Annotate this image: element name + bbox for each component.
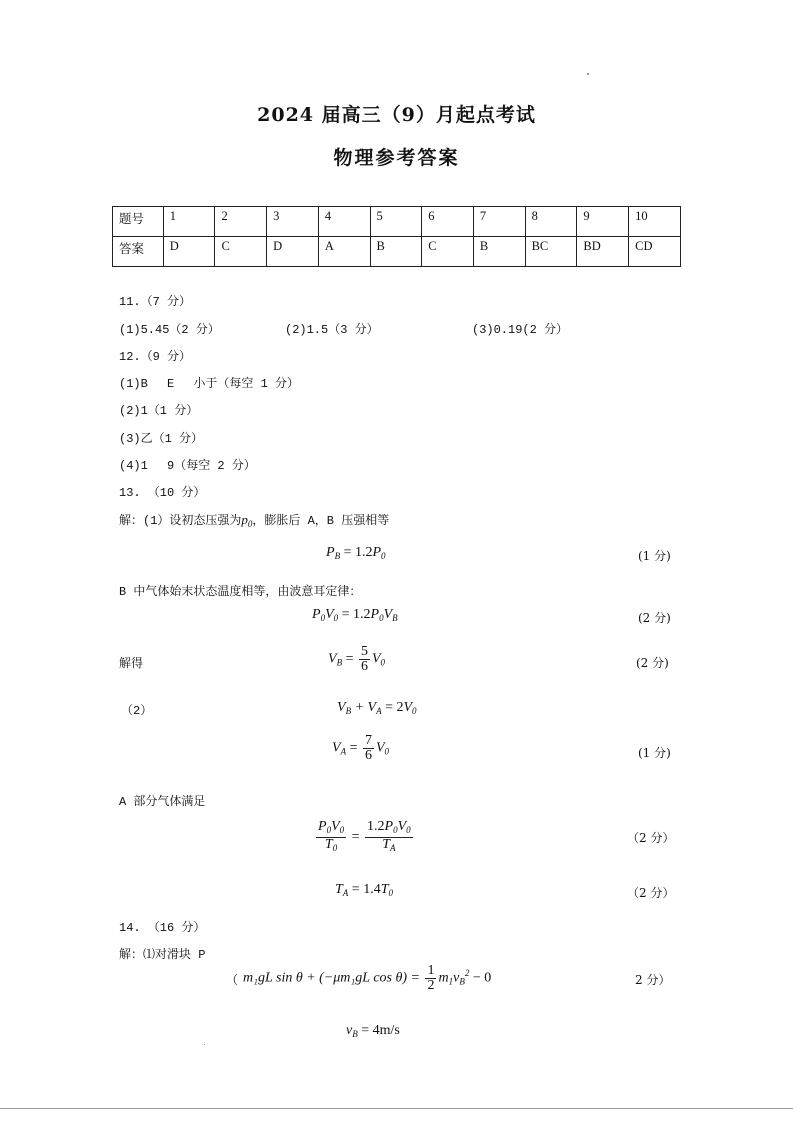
table-cell: 5: [370, 207, 422, 237]
q12-line1: (1)B E 小于（每空 1 分）: [119, 377, 300, 391]
q12-line3: (3)乙（1 分）: [119, 432, 204, 446]
equation-va: $V_A$ = $\frac{7}{6}$ $V_0$: [332, 733, 390, 763]
q13-part2-label: （2）: [121, 704, 153, 718]
table-cell: D: [163, 237, 215, 267]
points-label: (2 分): [638, 611, 671, 625]
table-cell: 10: [629, 207, 681, 237]
q11-part2: (2)1.5（3 分）: [285, 323, 379, 337]
q13-header: 13. （10 分）: [119, 486, 206, 500]
table-row-answers: [113, 237, 681, 267]
q14-header: 14. （16 分）: [119, 921, 206, 935]
q13-intro-a: 解：(1）设初态压强为: [119, 514, 242, 528]
q13-intro-b: ，膨胀后 A，B 压强相等: [252, 514, 390, 528]
table-cell: C: [215, 237, 267, 267]
p0-symbol: $p_0$: [241, 512, 253, 529]
equation-ta: $T_A = 1.4T_0$: [335, 882, 393, 898]
table-header-cell: 题号: [113, 207, 164, 237]
table-cell: 6: [422, 207, 474, 237]
points-label: (1 分): [638, 746, 671, 760]
q11-part1: (1)5.45（2 分）: [119, 323, 220, 337]
q12-header: 12.（9 分）: [119, 350, 192, 364]
equation-vb-speed: $v_B = 4m/s$: [346, 1023, 400, 1039]
table-cell: BC: [525, 237, 577, 267]
table-cell: C: [422, 237, 474, 267]
table-row-numbers: [113, 207, 681, 237]
table-cell: 7: [473, 207, 525, 237]
q12-line2: (2)1（1 分）: [119, 404, 199, 418]
points-label: (1 分): [638, 549, 671, 563]
document-title: 2024 届高三（9）月起点考试: [257, 104, 536, 126]
q11-part3: (3)0.19(2 分）: [472, 323, 569, 337]
table-cell: 9: [577, 207, 629, 237]
table-cell: 1: [163, 207, 215, 237]
table-header-cell: 答案: [113, 237, 164, 267]
q13-text-b: B 中气体始末状态温度相等，由波意耳定律：: [119, 585, 362, 599]
scan-speck: [587, 73, 589, 75]
table-cell: 4: [318, 207, 370, 237]
q14-intro: 解：⑴对滑块 P: [119, 948, 206, 962]
equation-gas-law: $\frac{P_0V_0}{T_0}$ = $\frac{1.2P_0V_0}{T_A}$: [318, 819, 411, 853]
equation-pb: $P_B = 1.2P_0$: [326, 545, 386, 561]
equation-vb: $V_B$ = $\frac{5}{6}$ $V_0$: [328, 644, 386, 674]
page-bottom-border: [0, 1108, 793, 1109]
points-label: 2 分）: [635, 973, 671, 987]
table-cell: 3: [267, 207, 319, 237]
table-cell: 8: [525, 207, 577, 237]
document-subtitle: 物理参考答案: [333, 147, 460, 169]
scan-speck: [204, 1044, 205, 1045]
answer-table: [112, 206, 681, 267]
table-cell: D: [267, 237, 319, 267]
table-cell: B: [473, 237, 525, 267]
q13-jiede: 解得: [119, 657, 144, 671]
points-label: （2 分）: [627, 831, 675, 845]
table-cell: 2: [215, 207, 267, 237]
paren-open: （: [226, 973, 239, 987]
q13-text-a: A 部分气体满足: [119, 795, 206, 809]
q13-intro: [119, 511, 389, 529]
q11-header: 11.（7 分）: [119, 295, 192, 309]
q12-line4: (4)1 9（每空 2 分）: [119, 459, 256, 473]
equation-boyle: $P_0V_0 = 1.2P_0V_B$: [312, 607, 398, 623]
equation-volume-sum: $V_B + V_A = 2V_0$: [337, 700, 417, 716]
table-cell: B: [370, 237, 422, 267]
table-cell: BD: [577, 237, 629, 267]
points-label: (2 分): [636, 656, 669, 670]
table-cell: A: [318, 237, 370, 267]
table-cell: CD: [629, 237, 681, 267]
points-label: （2 分）: [627, 886, 675, 900]
equation-energy: m₁gL sin θ + (−μm₁gL cos θ) = $\frac{1}{2}$ $m_1v_B^2 - 0$: [243, 963, 492, 993]
